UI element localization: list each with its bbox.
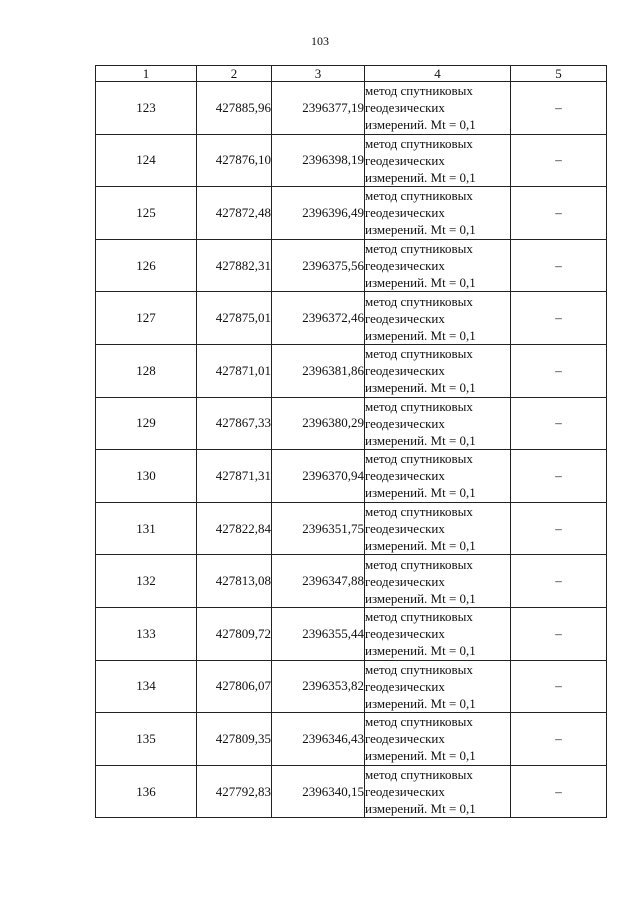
point-number: 133 (96, 607, 197, 660)
method-line: метод спутниковых (365, 556, 473, 572)
method-description (365, 292, 511, 345)
coordinate-y: 2396381,86 (272, 344, 365, 397)
method-line: измерений. Mt = 0,1 (365, 117, 476, 133)
method-line: измерений. Mt = 0,1 (365, 327, 476, 343)
method-line: геодезических (365, 100, 445, 116)
coordinate-x: 427882,31 (197, 239, 272, 292)
coordinate-x: 427792,83 (197, 765, 272, 818)
table-row (96, 713, 607, 766)
note-cell: – (511, 397, 607, 450)
method-line: измерений. Mt = 0,1 (365, 695, 476, 711)
method-description (365, 660, 511, 713)
point-number: 128 (96, 344, 197, 397)
table-row (96, 502, 607, 555)
method-line: метод спутниковых (365, 767, 473, 783)
table-row (96, 660, 607, 713)
note-cell: – (511, 502, 607, 555)
coordinate-x: 427809,72 (197, 607, 272, 660)
method-line: метод спутниковых (365, 83, 473, 99)
note-cell: – (511, 344, 607, 397)
table-row (96, 292, 607, 345)
header-col-1: 1 (96, 66, 197, 82)
note-cell: – (511, 187, 607, 240)
table-row (96, 765, 607, 818)
point-number: 124 (96, 134, 197, 187)
coordinate-y: 2396355,44 (272, 607, 365, 660)
method-description (365, 397, 511, 450)
header-col-5: 5 (511, 66, 607, 82)
method-description (365, 344, 511, 397)
method-line: метод спутниковых (365, 609, 473, 625)
coordinate-x: 427809,35 (197, 713, 272, 766)
point-number: 123 (96, 82, 197, 135)
table-body (96, 82, 607, 818)
method-line: геодезических (365, 310, 445, 326)
coordinate-y: 2396370,94 (272, 450, 365, 503)
coordinate-y: 2396340,15 (272, 765, 365, 818)
coordinate-y: 2396351,75 (272, 502, 365, 555)
table-row (96, 607, 607, 660)
table-row (96, 450, 607, 503)
coordinate-x: 427813,08 (197, 555, 272, 608)
method-line: метод спутниковых (365, 188, 473, 204)
note-cell: – (511, 134, 607, 187)
method-line: метод спутниковых (365, 293, 473, 309)
point-number: 129 (96, 397, 197, 450)
table-row (96, 187, 607, 240)
method-description (365, 450, 511, 503)
method-description (365, 239, 511, 292)
point-number: 130 (96, 450, 197, 503)
method-line: метод спутниковых (365, 398, 473, 414)
coordinate-x: 427876,10 (197, 134, 272, 187)
point-number: 132 (96, 555, 197, 608)
method-line: измерений. Mt = 0,1 (365, 590, 476, 606)
table-row (96, 555, 607, 608)
method-line: измерений. Mt = 0,1 (365, 485, 476, 501)
note-cell: – (511, 450, 607, 503)
table-row (96, 239, 607, 292)
coordinate-x: 427822,84 (197, 502, 272, 555)
point-number: 134 (96, 660, 197, 713)
method-line: измерений. Mt = 0,1 (365, 275, 476, 291)
method-line: геодезических (365, 784, 445, 800)
method-line: геодезических (365, 521, 445, 537)
method-line: измерений. Mt = 0,1 (365, 380, 476, 396)
note-cell: – (511, 660, 607, 713)
coordinate-y: 2396398,19 (272, 134, 365, 187)
coordinate-x: 427806,07 (197, 660, 272, 713)
table-row (96, 134, 607, 187)
method-line: геодезических (365, 205, 445, 221)
method-line: измерений. Mt = 0,1 (365, 643, 476, 659)
method-line: измерений. Mt = 0,1 (365, 169, 476, 185)
point-number: 136 (96, 765, 197, 818)
table-row (96, 82, 607, 135)
method-line: метод спутниковых (365, 346, 473, 362)
note-cell: – (511, 765, 607, 818)
coordinate-x: 427885,96 (197, 82, 272, 135)
method-description (365, 82, 511, 135)
method-description (365, 607, 511, 660)
method-description (365, 187, 511, 240)
method-line: метод спутниковых (365, 714, 473, 730)
method-line: геодезических (365, 468, 445, 484)
coordinates-table (95, 65, 607, 818)
method-line: геодезических (365, 363, 445, 379)
method-line: геодезических (365, 573, 445, 589)
method-line: метод спутниковых (365, 451, 473, 467)
method-line: метод спутниковых (365, 135, 473, 151)
method-line: геодезических (365, 258, 445, 274)
point-number: 127 (96, 292, 197, 345)
point-number: 135 (96, 713, 197, 766)
header-col-4: 4 (365, 66, 511, 82)
header-row (96, 66, 607, 82)
method-description (365, 555, 511, 608)
method-line: метод спутниковых (365, 661, 473, 677)
note-cell: – (511, 82, 607, 135)
coordinate-x: 427872,48 (197, 187, 272, 240)
method-line: геодезических (365, 626, 445, 642)
method-line: метод спутниковых (365, 504, 473, 520)
coordinate-y: 2396375,56 (272, 239, 365, 292)
method-line: измерений. Mt = 0,1 (365, 432, 476, 448)
point-number: 126 (96, 239, 197, 292)
method-line: геодезических (365, 152, 445, 168)
method-description (365, 134, 511, 187)
method-line: геодезических (365, 415, 445, 431)
point-number: 131 (96, 502, 197, 555)
method-description (365, 502, 511, 555)
coordinate-x: 427871,31 (197, 450, 272, 503)
page-number: 103 (311, 34, 329, 48)
table-header (96, 66, 607, 82)
method-line: метод спутниковых (365, 241, 473, 257)
coordinate-x: 427871,01 (197, 344, 272, 397)
note-cell: – (511, 607, 607, 660)
method-line: измерений. Mt = 0,1 (365, 801, 476, 817)
note-cell: – (511, 292, 607, 345)
coordinate-x: 427867,33 (197, 397, 272, 450)
coordinate-y: 2396377,19 (272, 82, 365, 135)
method-description (365, 713, 511, 766)
coordinate-y: 2396380,29 (272, 397, 365, 450)
method-line: измерений. Mt = 0,1 (365, 538, 476, 554)
coordinate-y: 2396372,46 (272, 292, 365, 345)
coordinate-y: 2396347,88 (272, 555, 365, 608)
method-line: геодезических (365, 731, 445, 747)
point-number: 125 (96, 187, 197, 240)
table-row (96, 397, 607, 450)
header-col-2: 2 (197, 66, 272, 82)
table-row (96, 344, 607, 397)
method-line: измерений. Mt = 0,1 (365, 222, 476, 238)
note-cell: – (511, 555, 607, 608)
coordinate-y: 2396396,49 (272, 187, 365, 240)
note-cell: – (511, 713, 607, 766)
note-cell: – (511, 239, 607, 292)
coordinate-y: 2396346,43 (272, 713, 365, 766)
coordinate-y: 2396353,82 (272, 660, 365, 713)
method-line: геодезических (365, 678, 445, 694)
method-description (365, 765, 511, 818)
method-line: измерений. Mt = 0,1 (365, 748, 476, 764)
coordinate-x: 427875,01 (197, 292, 272, 345)
header-col-3: 3 (272, 66, 365, 82)
